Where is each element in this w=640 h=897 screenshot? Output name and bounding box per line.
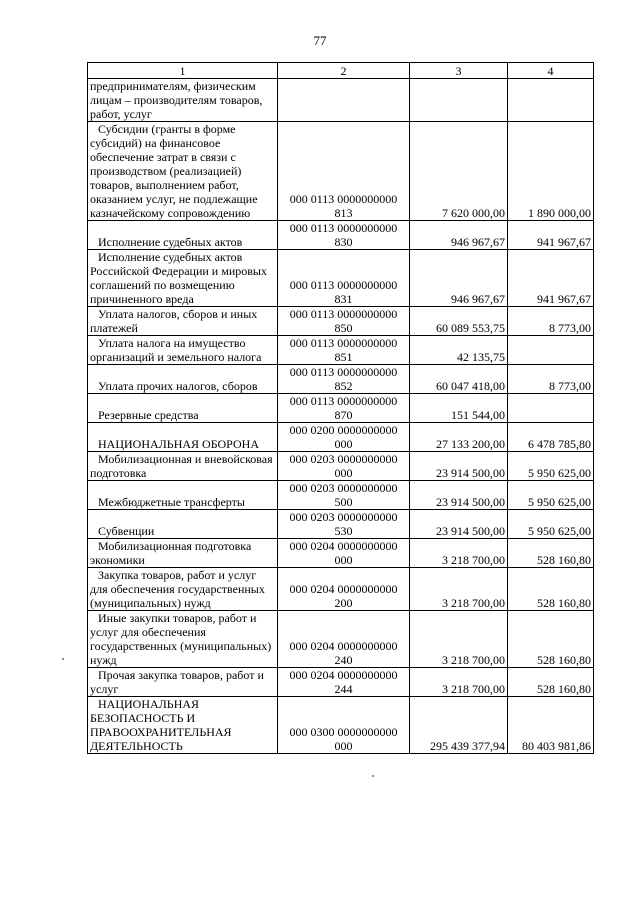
table-row — [88, 365, 594, 394]
row-name: Иные закупки товаров, работ и услуг для обеспечения государственных (муниципальных) нужд — [88, 611, 278, 668]
row-code: 000 0300 0000000000 000 — [278, 697, 410, 754]
table-row — [88, 250, 594, 307]
row-value-col3: 42 135,75 — [410, 336, 508, 365]
row-name: Уплата прочих налогов, сборов — [88, 365, 278, 394]
row-name: предпринимателям, физическим лицам – производителям товаров, работ, услуг — [88, 79, 278, 122]
header-col-2: 2 — [278, 63, 410, 79]
row-name: Резервные средства — [88, 394, 278, 423]
row-code: 000 0204 0000000000 240 — [278, 611, 410, 668]
row-value-col3: 23 914 500,00 — [410, 452, 508, 481]
row-value-col3: 3 218 700,00 — [410, 611, 508, 668]
row-code — [278, 79, 410, 122]
row-name: Мобилизационная подготовка экономики — [88, 539, 278, 568]
row-value-col4: 941 967,67 — [508, 221, 594, 250]
row-code: 000 0113 0000000000 870 — [278, 394, 410, 423]
row-name: Прочая закупка товаров, работ и услуг — [88, 668, 278, 697]
table-row — [88, 539, 594, 568]
row-value-col4 — [508, 336, 594, 365]
row-code: 000 0113 0000000000 850 — [278, 307, 410, 336]
table-row — [88, 79, 594, 122]
header-col-4: 4 — [508, 63, 594, 79]
scan-speck — [372, 775, 374, 777]
budget-table — [87, 62, 594, 754]
row-value-col4: 6 478 785,80 — [508, 423, 594, 452]
row-name: Закупка товаров, работ и услуг для обеспечения государственных (муниципальных) нужд — [88, 568, 278, 611]
row-value-col4: 941 967,67 — [508, 250, 594, 307]
row-value-col3: 295 439 377,94 — [410, 697, 508, 754]
row-name: Субсидии (гранты в форме субсидий) на финансовое обеспечение затрат в связи с производством (реализацией) товаров, выполнением работ, оказанием услуг, не подлежащие казначейскому сопровождению — [88, 122, 278, 221]
row-name: Мобилизационная и вневойсковая подготовка — [88, 452, 278, 481]
row-value-col4: 5 950 625,00 — [508, 481, 594, 510]
header-col-1: 1 — [88, 63, 278, 79]
table-row — [88, 611, 594, 668]
row-value-col3: 60 047 418,00 — [410, 365, 508, 394]
row-value-col3: 3 218 700,00 — [410, 668, 508, 697]
row-name: Исполнение судебных актов Российской Федерации и мировых соглашений по возмещению причиненного вреда — [88, 250, 278, 307]
row-code: 000 0113 0000000000 851 — [278, 336, 410, 365]
row-value-col3: 7 620 000,00 — [410, 122, 508, 221]
row-value-col3: 23 914 500,00 — [410, 510, 508, 539]
row-value-col4: 80 403 981,86 — [508, 697, 594, 754]
row-value-col4: 528 160,80 — [508, 539, 594, 568]
table-row — [88, 481, 594, 510]
row-value-col3: 151 544,00 — [410, 394, 508, 423]
row-code: 000 0113 0000000000 831 — [278, 250, 410, 307]
row-value-col4: 8 773,00 — [508, 307, 594, 336]
table-row — [88, 452, 594, 481]
page-number: 77 — [313, 33, 327, 48]
row-name: Межбюджетные трансферты — [88, 481, 278, 510]
row-code: 000 0113 0000000000 830 — [278, 221, 410, 250]
table-row — [88, 568, 594, 611]
row-value-col4: 5 950 625,00 — [508, 452, 594, 481]
row-code: 000 0113 0000000000 813 — [278, 122, 410, 221]
table-row — [88, 336, 594, 365]
row-name: НАЦИОНАЛЬНАЯ ОБОРОНА — [88, 423, 278, 452]
row-value-col4: 5 950 625,00 — [508, 510, 594, 539]
row-code: 000 0204 0000000000 000 — [278, 539, 410, 568]
header-col-3: 3 — [410, 63, 508, 79]
row-value-col3: 946 967,67 — [410, 221, 508, 250]
row-name: Исполнение судебных актов — [88, 221, 278, 250]
row-value-col3: 23 914 500,00 — [410, 481, 508, 510]
row-name: Уплата налога на имущество организаций и земельного налога — [88, 336, 278, 365]
row-value-col3: 60 089 553,75 — [410, 307, 508, 336]
scan-speck — [62, 658, 64, 660]
row-code: 000 0203 0000000000 000 — [278, 452, 410, 481]
row-value-col4: 1 890 000,00 — [508, 122, 594, 221]
table-row — [88, 122, 594, 221]
table-header-row — [88, 63, 594, 79]
row-value-col3 — [410, 79, 508, 122]
row-value-col4: 528 160,80 — [508, 668, 594, 697]
row-value-col3: 3 218 700,00 — [410, 568, 508, 611]
row-value-col3: 946 967,67 — [410, 250, 508, 307]
row-value-col4: 528 160,80 — [508, 611, 594, 668]
row-value-col3: 27 133 200,00 — [410, 423, 508, 452]
table-row — [88, 221, 594, 250]
table-row — [88, 668, 594, 697]
row-value-col4 — [508, 394, 594, 423]
row-code: 000 0113 0000000000 852 — [278, 365, 410, 394]
row-name: Субвенции — [88, 510, 278, 539]
row-code: 000 0203 0000000000 500 — [278, 481, 410, 510]
table-row — [88, 394, 594, 423]
row-name: НАЦИОНАЛЬНАЯ БЕЗОПАСНОСТЬ И ПРАВООХРАНИТЕЛЬНАЯ ДЕЯТЕЛЬНОСТЬ — [88, 697, 278, 754]
row-code: 000 0200 0000000000 000 — [278, 423, 410, 452]
row-code: 000 0204 0000000000 244 — [278, 668, 410, 697]
row-value-col3: 3 218 700,00 — [410, 539, 508, 568]
row-value-col4: 528 160,80 — [508, 568, 594, 611]
row-name: Уплата налогов, сборов и иных платежей — [88, 307, 278, 336]
table-row — [88, 307, 594, 336]
table-row — [88, 510, 594, 539]
row-value-col4 — [508, 79, 594, 122]
row-code: 000 0203 0000000000 530 — [278, 510, 410, 539]
row-value-col4: 8 773,00 — [508, 365, 594, 394]
table-row — [88, 423, 594, 452]
table-row — [88, 697, 594, 754]
row-code: 000 0204 0000000000 200 — [278, 568, 410, 611]
